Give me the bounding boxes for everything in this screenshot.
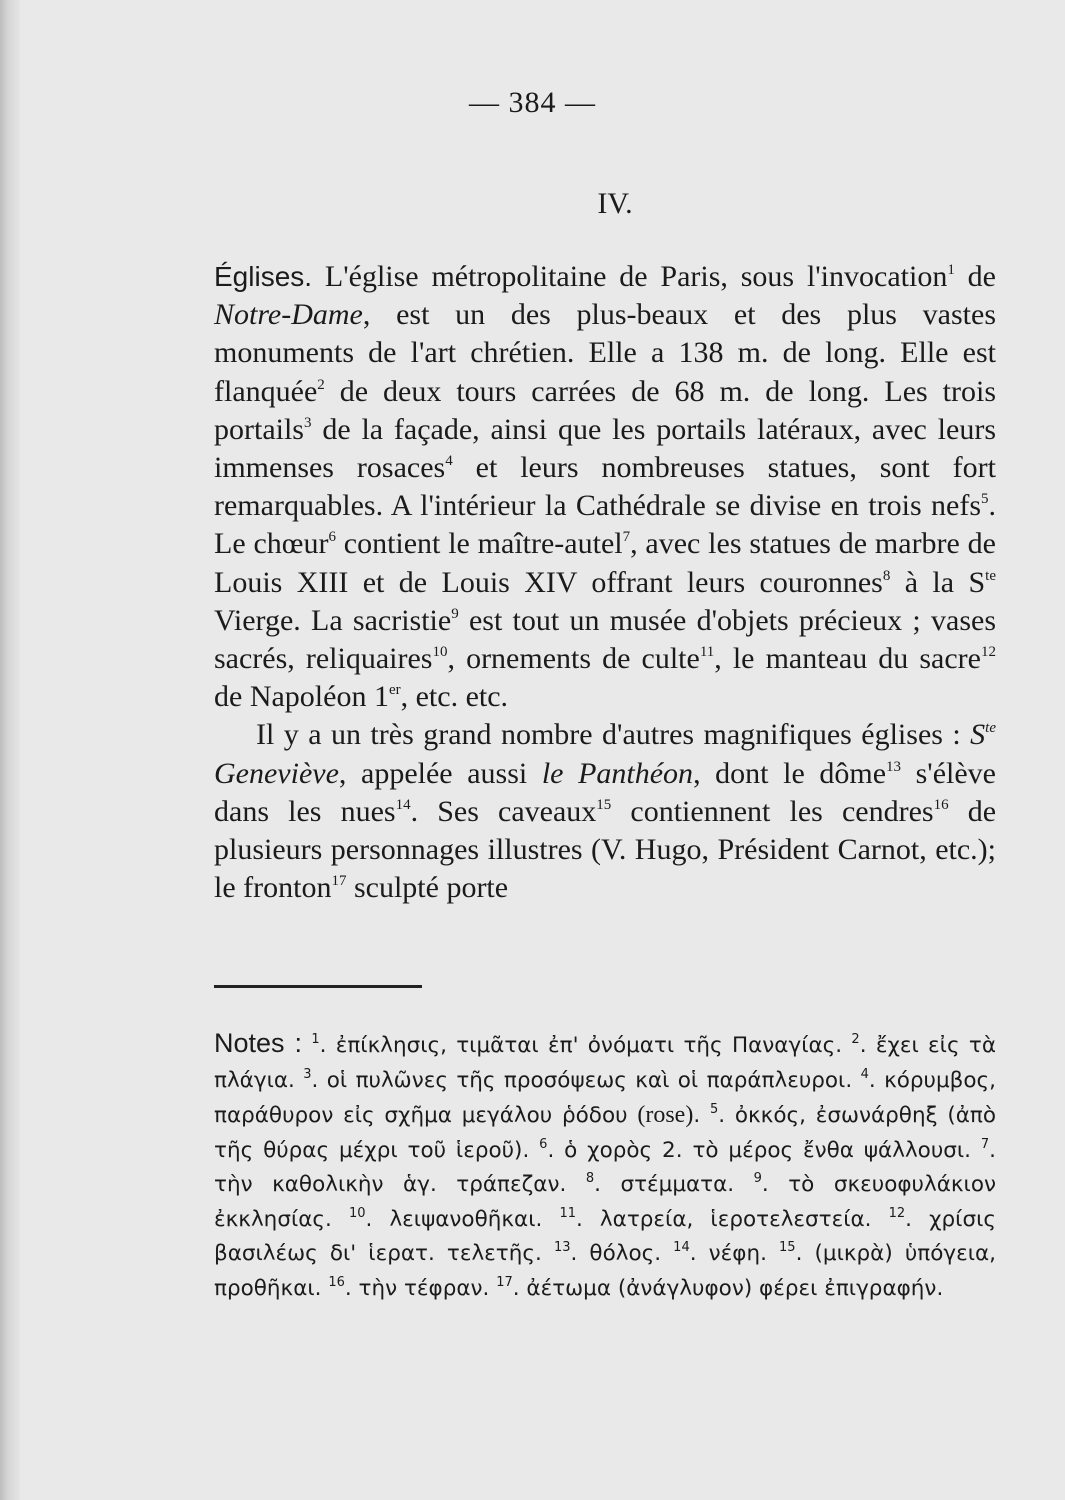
note-text: . λατρεία, ἱεροτελεστεία. bbox=[575, 1206, 889, 1232]
note-text: . τὸ σκευοφυλάκιον ἐκκλησίας. bbox=[214, 1172, 996, 1232]
text-run: s'élève dans les nues bbox=[214, 756, 996, 828]
note-num: 6 bbox=[539, 1136, 548, 1152]
notre-dame-italic: Notre-Dame bbox=[214, 298, 363, 332]
text-run: contient le maître-autel bbox=[335, 527, 623, 561]
text-run: à la S bbox=[890, 565, 986, 599]
main-text bbox=[214, 258, 996, 907]
text-run: et leurs nombreuses statues, sont fort remarquables. A l'intérieur la Cathédrale se divise en trois nefs bbox=[214, 451, 996, 523]
page-number: — 384 — bbox=[469, 86, 596, 119]
footnote-ref: 8 bbox=[882, 567, 891, 584]
footnote-ref: 17 bbox=[331, 873, 347, 890]
footnote-ref: 9 bbox=[451, 605, 459, 622]
text-run: Geneviève bbox=[214, 756, 339, 790]
text-run: , est un des plus-beaux et des plus vastes monuments de l'art chrétien. Elle a 138 m. de long. Elle est flanquée bbox=[214, 298, 996, 408]
text-run: contiennent les cendres bbox=[611, 794, 934, 828]
text-run: , ornements de culte bbox=[447, 642, 700, 676]
note-num: 8 bbox=[585, 1171, 595, 1186]
note-num: 17 bbox=[496, 1274, 513, 1290]
text-run: de la façade, ainsi que les portails latéraux, avec leurs immenses rosaces bbox=[214, 412, 996, 485]
footnote-ref: 14 bbox=[395, 796, 411, 813]
text-run: . Le chœur bbox=[214, 489, 996, 561]
footnote-ref: 11 bbox=[699, 644, 715, 661]
note-num: 2 bbox=[851, 1032, 860, 1047]
note-num: 1 bbox=[311, 1032, 320, 1047]
footnote-ref: 7 bbox=[622, 529, 631, 546]
footnote-ref: 10 bbox=[432, 644, 448, 661]
note-text: . ὁ χορὸς 2. τὸ μέρος ἔνθα ψάλλουσι. bbox=[547, 1137, 981, 1163]
footnote-ref: 13 bbox=[886, 758, 902, 775]
note-num: 13 bbox=[553, 1240, 571, 1255]
paragraph-autres-eglises bbox=[214, 716, 996, 907]
note-num: 10 bbox=[348, 1205, 366, 1221]
footnote-divider bbox=[214, 985, 422, 988]
paragraph-title: Églises. bbox=[214, 261, 313, 292]
note-num: 12 bbox=[888, 1205, 906, 1221]
note-text: . θόλος. bbox=[570, 1241, 674, 1266]
note-text: . λειψανοθῆκαι. bbox=[365, 1206, 560, 1232]
text-run: Vierge. La sacristie bbox=[214, 603, 452, 637]
section-heading: IV. bbox=[597, 187, 633, 220]
note-num: 9 bbox=[753, 1171, 762, 1186]
note-num: 16 bbox=[328, 1274, 345, 1290]
note-text: . στέμματα. bbox=[594, 1172, 754, 1197]
note-text: . τὴν καθολικὴν ἁγ. τράπεζαν. bbox=[214, 1137, 996, 1197]
text-run: est tout un musée d'objets précieux ; vases sacrés, reliquaires bbox=[214, 603, 996, 676]
footnote-ref: 6 bbox=[328, 529, 336, 546]
note-num: 7 bbox=[980, 1136, 990, 1152]
note-num: 15 bbox=[779, 1240, 796, 1255]
note-text: . τὴν τέφραν. bbox=[344, 1275, 497, 1301]
footnote-ref: 5 bbox=[981, 491, 989, 508]
superscript-te: te bbox=[985, 567, 996, 584]
footnote-ref: 16 bbox=[933, 796, 949, 813]
notes-title: Notes : bbox=[214, 1028, 302, 1058]
text-run: L'église métropolitaine de Paris, sous l'invocation bbox=[312, 260, 948, 293]
text-run: sculpté porte bbox=[346, 871, 509, 905]
text-run: , etc. etc. bbox=[400, 680, 509, 714]
paragraph-eglises bbox=[214, 258, 996, 716]
footnote-ref: 2 bbox=[317, 376, 325, 393]
note-num: 11 bbox=[559, 1205, 576, 1221]
superscript-er: er bbox=[388, 682, 401, 699]
pantheon-italic: le Panthéon bbox=[541, 756, 694, 790]
footnote-ref: 15 bbox=[596, 796, 612, 813]
text-run: , avec les statues de marbre de Louis XIII et de Louis XIV offrant leurs couronnes bbox=[214, 527, 996, 599]
note-text: . κόρυμβος, παράθυρον εἰς σχῆμα μεγάλου ῥόδου bbox=[214, 1067, 996, 1128]
note-text-latin: (rose) bbox=[637, 1102, 694, 1128]
note-num: 4 bbox=[860, 1066, 869, 1082]
note-text: . ἔχει εἰς τὰ πλάγια. bbox=[214, 1033, 996, 1093]
superscript-te: te bbox=[985, 720, 996, 737]
text-run: de Napoléon 1 bbox=[214, 680, 389, 714]
text-run: de bbox=[954, 260, 996, 293]
text-run: , dont le dôme bbox=[693, 756, 887, 790]
text-run: Il y a un très grand nombre d'autres magnifiques églises : bbox=[256, 718, 971, 752]
note-text: . ὀκκός, ἐσωνάρθηξ (ἀπὸ τῆς θύρας μέχρι τοῦ ἱεροῦ). bbox=[214, 1103, 997, 1163]
text-run: de deux tours carrées de 68 m. de long. Les trois portails bbox=[214, 374, 996, 446]
footnotes bbox=[214, 1026, 996, 1306]
text-run: . Ses caveaux bbox=[410, 794, 597, 828]
note-text: . (μικρὰ) ὑπόγεια, προθῆκαι. bbox=[214, 1241, 996, 1301]
note-num: 14 bbox=[673, 1240, 690, 1255]
text-run: , le manteau du sacre bbox=[714, 642, 981, 676]
page-edge bbox=[0, 0, 20, 1500]
text-run: de plusieurs personnages illustres (V. Hugo, Président Carnot, etc.); le fronton bbox=[214, 794, 997, 905]
note-text: . ἀέτωμα (ἀνάγλυφον) φέρει ἐπιγραφήν. bbox=[512, 1275, 944, 1301]
footnote-ref: 3 bbox=[304, 414, 312, 431]
footnote-ref: 1 bbox=[947, 262, 955, 278]
note-num: 3 bbox=[303, 1066, 312, 1082]
footnote-ref: 4 bbox=[445, 453, 453, 470]
footnote-ref: 12 bbox=[980, 644, 996, 661]
text-run: S bbox=[970, 718, 986, 752]
text-run: , appelée aussi bbox=[338, 756, 542, 790]
note-num: 5 bbox=[709, 1102, 719, 1117]
note-text: . χρίσις βασιλέως δι' ἱερατ. τελετῆς. bbox=[214, 1206, 996, 1266]
note-text: . bbox=[693, 1103, 710, 1128]
note-text: . νέφη. bbox=[689, 1241, 780, 1266]
note-text: . οἱ πυλῶνες τῆς προσόψεως καὶ οἱ παράπλευροι. bbox=[311, 1067, 861, 1093]
note-text: . ἐπίκλησις, τιμᾶται ἐπ' ὀνόματι τῆς Παναγίας. bbox=[319, 1033, 852, 1058]
